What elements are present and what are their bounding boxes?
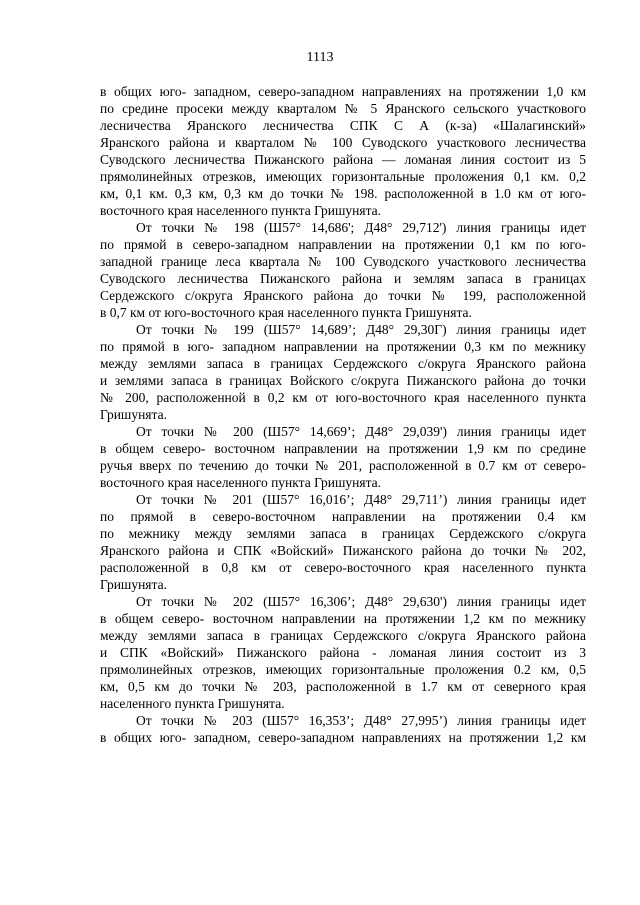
text-line: по межнику между землями запаса в границах Сердежского с/округа <box>100 526 586 541</box>
text-line: западной границе леса квартала № 100 Суводского участкового лесничества <box>100 254 586 269</box>
document-body <box>100 83 586 746</box>
text-line: Яранского района и кварталом № 100 Суводского участкового лесничества <box>100 135 586 150</box>
text-line: Сердежского с/округа Яранского района до точки № 199, расположенной <box>100 288 586 303</box>
text-line: прямолинейных отрезков, имеющих горизонтальные проложения 0,1 км. 0,2 <box>100 169 586 184</box>
text-line: От точки № 199 (Ш57° 14,689’; Д48° 29,30Г) линия границы идет <box>136 322 586 337</box>
page-number: 1113 <box>306 50 334 65</box>
paragraph-5 <box>100 491 586 593</box>
paragraph-3 <box>100 321 586 423</box>
text-line: От точки № 202 (Ш57° 16,306’; Д48° 29,630') линия границы идет <box>136 594 586 609</box>
text-line: км, 0,5 км до точки № 203, расположенной в 1.7 км от северного края <box>100 679 586 694</box>
text-line: От точки № 203 (Ш57° 16,353’; Д48° 27,995’) линия границы идет <box>136 713 586 728</box>
text-line: От точки № 198 (Ш57° 14,686'; Д48° 29,712') линия границы идет <box>136 220 586 235</box>
text-line: № 200, расположенной в 0,2 км от юго-восточного края населенного пункта <box>100 390 586 405</box>
text-line: От точки № 201 (Ш57° 16,016’; Д48° 29,711’) линия границы идет <box>136 492 586 507</box>
text-line: в общих юго- западном, северо-западном направлениях на протяжении 1,0 км <box>100 84 586 99</box>
text-line: Яранского района и СПК «Войский» Пижанского района до точки № 202, <box>100 543 586 558</box>
text-line: км, 0,1 км. 0,3 км, 0,3 км до точки № 198. расположенной в 1.0 км от юго- <box>100 186 586 201</box>
text-line: восточного края населенного пункта Гришунята. <box>100 475 382 490</box>
text-line: прямолинейных отрезков, имеющих горизонтальные проложения 0.2 км, 0,5 <box>100 662 586 677</box>
paragraph-7 <box>100 712 586 746</box>
paragraph-1 <box>100 83 586 219</box>
text-line: между землями запаса в границах Сердежского с/округа Яранского района <box>100 356 586 371</box>
text-line: в 0,7 км от юго-восточного края населенного пункта Гришунята. <box>100 305 472 320</box>
text-line: между землями запаса в границах Сердежского с/округа Яранского района <box>100 628 586 643</box>
text-line: в общем северо- восточном направлении на протяжении 1,2 км по межнику <box>100 611 586 626</box>
text-line: по прямой в юго- западном направлении на протяжении 0,3 км по межнику <box>100 339 586 354</box>
paragraph-6 <box>100 593 586 712</box>
text-line: расположенной в 0,8 км от северо-восточного края населенного пункта <box>100 560 586 575</box>
text-line: Суводского лесничества Пижанского района — ломаная линия состоит из 5 <box>100 152 586 167</box>
text-line: Гришунята. <box>100 407 167 422</box>
paragraph-4 <box>100 423 586 491</box>
text-line: и землями запаса в границах Войского с/округа Пижанского района до точки <box>100 373 586 388</box>
text-line: От точки № 200 (Ш57° 14,669’; Д48° 29,039') линия границы идет <box>136 424 586 439</box>
text-line: в общем северо- восточном направлении на протяжении 1,9 км по средине <box>100 441 586 456</box>
text-line: населенного пункта Гришунята. <box>100 696 285 711</box>
text-line: по прямой в северо-западном направлении на протяжении 0,1 км по юго- <box>100 237 586 252</box>
text-line: восточного края населенного пункта Гришунята. <box>100 203 382 218</box>
text-line: Гришунята. <box>100 577 167 592</box>
text-line: и СПК «Войский» Пижанского района - ломаная линия состоит из 3 <box>100 645 586 660</box>
text-line: по прямой в северо-восточном направлении на протяжении 0.4 км <box>100 509 586 524</box>
text-line: лесничества Яранского лесничества СПК С А (к-за) «Шалагинский» <box>100 118 586 133</box>
text-line: Суводского лесничества Пижанского района и землям запаса в границах <box>100 271 586 286</box>
text-line: по средине просеки между кварталом № 5 Яранского сельского участкового <box>100 101 586 116</box>
paragraph-2 <box>100 219 586 321</box>
text-line: в общих юго- западном, северо-западном направлениях на протяжении 1,2 км <box>100 730 586 745</box>
text-line: ручья вверх по течению до точки № 201, расположенной в 0.7 км от северо- <box>100 458 586 473</box>
